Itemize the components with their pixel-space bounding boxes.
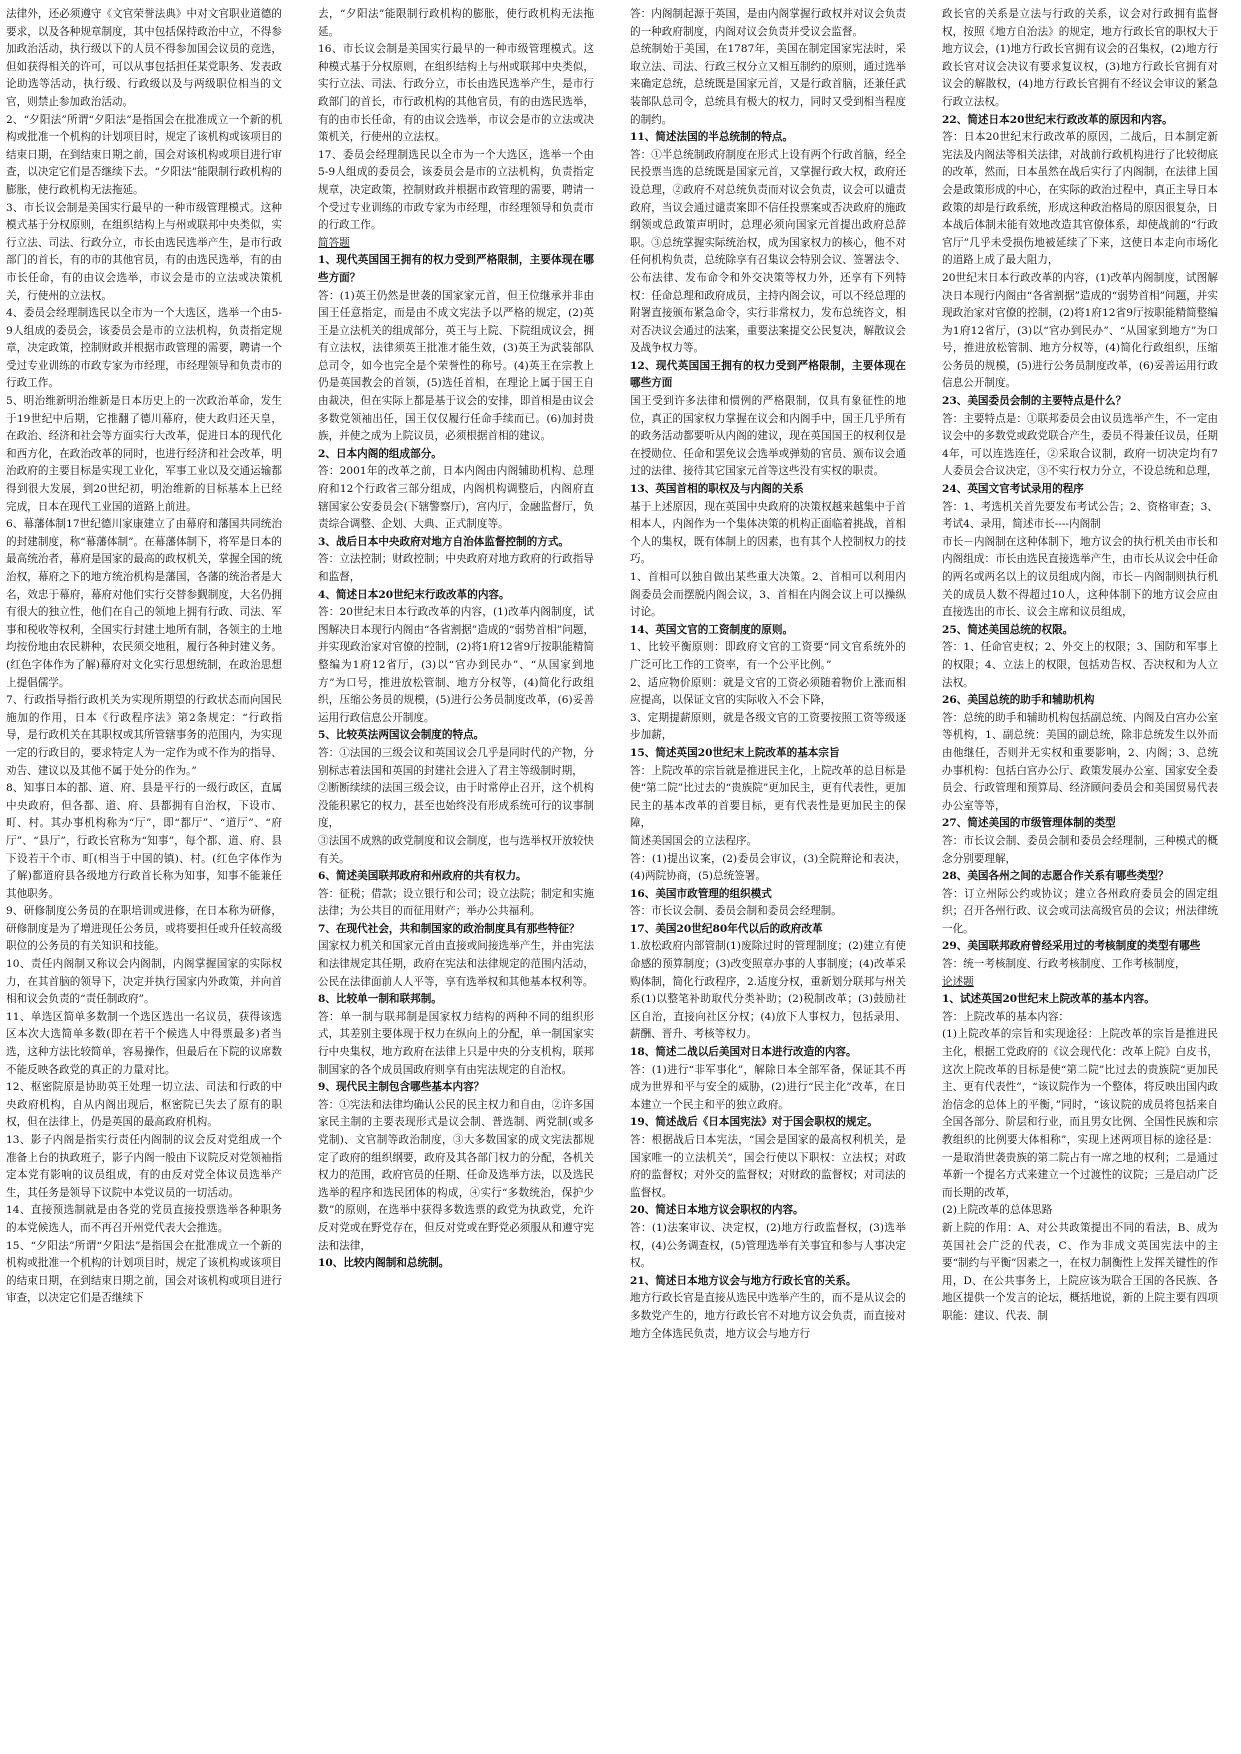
answer-paragraph: ②断断续续的法国三级会议，由于时常停止召开，这个机构没能积累它的权力，甚至也始终没有形成系统可行的议事制度， bbox=[318, 782, 594, 830]
question-heading: 18、简述二战以后美国对日本进行改造的内容。 bbox=[630, 1046, 857, 1059]
question-heading: 3、战后日本中央政府对地方自治体监督控制的方式。 bbox=[318, 535, 570, 548]
question-heading: 1、现代英国国王拥有的权力受到严格限制，主要体现在哪些方面？ bbox=[318, 254, 594, 284]
answer-paragraph: 总统制始于美国，在1787年，美国在制定国家宪法时，采取立法、司法、行政三权分立又相互制约的原则，通过选举来确定总统，总统既是国家元首，又是行政首脑，还兼任武装部队总司令，总统具有极大的权力，同时又受到相当程度的制约。 bbox=[630, 43, 906, 126]
answer-paragraph: 去，“夕阳法”能限制行政机构的膨胀，使行政机构无法拖延。 bbox=[318, 8, 594, 38]
answer-paragraph: 答：①法国的三级会议和英国议会几乎是同时代的产物，分别标志着法国和英国的封建社会进入了君主等级制时期， bbox=[318, 746, 594, 777]
question-heading: 22、简述日本20世纪末行政改革的原因和内容。 bbox=[942, 113, 1173, 126]
answer-paragraph: 法律外，还必须遵守《文官荣誉法典》中对文官职业道德的要求，以及各种规章制度，其中包括保持政治中立，不得参加政治活动，执行级以下的人员不得参加国会议员的竞选，但如获得相关的许可，可以从事包括担任某党职务、发表政论助选等活动，执行级、行政级以及与两级职位相当的文官，则禁止参加政治活动。 bbox=[6, 8, 282, 108]
answer-paragraph: 2、“夕阳法”所谓“夕阳法”是指国会在批准成立一个新的机构或批准一个机构的计划项目时，规定了该机构或该项目的结束日期，在到结束日期之前，国会对该机构或项目进行审查，以决定它们是否继续下去。“夕阳法”能限制行政机构的膨胀，使行政机构无法拖延。 bbox=[6, 113, 282, 196]
answer-paragraph: 答：根据战后日本宪法，“国会是国家的最高权利机关，是国家唯一的立法机关”，国会行使以下职权：立法权；对政府的监督权；对外交的监督权；对财政的监督权；对司法的监督权。 bbox=[630, 1134, 906, 1199]
answer-paragraph: 1、比较平衡原则：即政府文官的工资要“同文官系统外的广泛可比工作的工资率，有一个公平比例。” bbox=[630, 641, 906, 671]
answer-paragraph: 9、研修制度公务员的在职培训或进修，在日本称为研修，研修制度是为了增进现任公务员，或将要担任或升任较高级职位的公务员的有关知识和技能。 bbox=[6, 905, 282, 953]
answer-paragraph: 政长官的关系是立法与行政的关系，议会对行政拥有监督权，按照《地方自治法》的规定，地方行政长官的职权大于地方议会，(1)地方行政长官拥有议会的召集权，(2)地方行政长官对议会决议有要求复议权，(3)地方行政长官拥有对议会的解散权，(4)地方行政长官拥有不经议会审议的紧急行政立法权。 bbox=[942, 8, 1218, 108]
answer-paragraph: ③法国不成熟的政党制度和议会制度，也与选举权开放较快有关。 bbox=[318, 834, 594, 865]
question-heading: 6、简述美国联邦政府和州政府的共有权力。 bbox=[318, 870, 527, 883]
question-heading: 9、现代民主制包含哪些基本内容？ bbox=[318, 1081, 485, 1094]
answer-paragraph: 15、“夕阳法”所谓“夕阳法”是指国会在批准成立一个新的机构或批准一个机构的计划项目时，规定了该机构或该项目的结束日期，在到结束日期之前，国会对该机构或项目进行审查，以决定它们是否继续下 bbox=[6, 1239, 282, 1305]
answer-paragraph: 答：市长议会制、委员会制和委员会经理制，三种模式的概念分别要理解， bbox=[942, 834, 1218, 865]
answer-paragraph: 20世纪末日本行政改革的内容，(1)改革内阁制度，试图解决日本现行内阁由“各省割据”造成的“弱势首相”问题，并实现政治家对官僚的控制，(2)将1府12省9厅按职能精简整编为1府12省厅，(3)以“官办到民办”、“从国家到地方”为口号，推进放松管制、地方分权等，(4)简化行政组织，压缩公务员的规模，(5)进行公务员制度改革，(6)妥善运用行政信息公开制度。 bbox=[942, 271, 1218, 390]
answer-paragraph: 11、单选区简单多数制一个选区选出一名议员，获得该选区本次大选简单多数(即在若干个候选人中得票最多)者当选，这种方法比较简单，容易操作，但最后在下院的议席数不能反映各政党的真正的力量对比。 bbox=[6, 1010, 282, 1076]
answer-paragraph: 简述美国国会的立法程序。 bbox=[630, 834, 758, 847]
answer-paragraph: 3、定期提薪原则，就是各级文官的工资要按照工资等级逐步加薪， bbox=[630, 711, 906, 742]
answer-paragraph: 答：主要特点是：①联邦委员会由议员选举产生，不一定由议会中的多数党或政党联合产生，委员不得兼任议员，任期4年，可以连选连任，②采取合议制，政府一切决定均有7人委员会合议决定，③不实行权力分立，不设总统和总理， bbox=[942, 412, 1218, 478]
question-heading: 16、美国市政管理的组织模式 bbox=[630, 887, 772, 900]
answer-paragraph: 2、适应物价原则：就是文官的工资必须随着物价上涨而相应提高，以保证文官的实际收入不会下降， bbox=[630, 676, 906, 707]
answer-paragraph: 答：立法控制；财政控制；中央政府对地方政府的行政指导和监督， bbox=[318, 553, 594, 583]
answer-paragraph: 答：市长议会制、委员会制和委员会经理制。 bbox=[630, 905, 842, 918]
answer-paragraph: 答：①宪法和法律均确认公民的民主权力和自由，②许多国家民主制的主要表现形式是议会制、普选制、两党制(或多党制)、文官制等政治制度，③大多数国家的成文宪法都规定了政府的组织纲要，政府及其各部门权力的分配，各机关权力的范围，政府官员的任期、任命及选举方法，以及选民选举的程序和选民团体的构成，④实行“多数统治，保护少数”的原则，在选举中获得多数选票的政党为执政党，允许反对党或在野党存在，但反对党或在野党必须服从和遵守宪法和法律， bbox=[318, 1098, 594, 1252]
answer-paragraph: (2)上院改革的总体思路 bbox=[942, 1204, 1053, 1217]
answer-paragraph: 3、市长议会制是美国实行最早的一种市级管理模式。这种模式基于分权原则，在组织结构上与州或联邦中央类似，实行立法、司法、行政分立，市长由选民选举产生，是市行政部门的首长，有的市的其他官员，有的由选民选举，有的由市长任命，有的由议会选举，市议会是市的立法或决策机关，行使州的立法权。 bbox=[6, 201, 282, 302]
answer-paragraph: 答：20世纪末日本行政改革的内容，(1)改革内阁制度，试图解决日本现行内阁由“各省割据”造成的“弱势首相”问题，并实现政治家对官僚的控制，(2)将1府12省9厅按职能精简整编为1府12省厅，(3)以“官办到民办”、“从国家到地方”为口号，推进放松管制、地方分权等，(4)简化行政组织，压缩公务员的规模，(5)进行公务员制度改革，(6)妥善运用行政信息公开制度。 bbox=[318, 606, 594, 724]
answer-paragraph: 基于上述原因，现在英国中央政府的决策权越来越集中于首相本人，内阁作为一个集体决策的机构正面临着挑战，首相个人的集权，既有体制上的因素，也有其个人控制权力的技巧。 bbox=[630, 500, 906, 566]
answer-paragraph: 答：单一制与联邦制是国家权力结构的两种不同的组织形式，其差别主要体现于权力在纵向上的分配，单一制国家实行中央集权，地方政府在法律上只是中央的分支机构，联邦制国家的各个成员国政府则享有由宪法规定的自治权。 bbox=[318, 1010, 594, 1076]
question-heading: 13、英国首相的职权及与内阁的关系 bbox=[630, 483, 804, 496]
answer-paragraph: 答：(1)提出议案，(2)委员会审议，(3)全院辩论和表决，(4)两院协商，(5)总统签署。 bbox=[630, 852, 906, 883]
answer-paragraph: 答：2001年的改革之前，日本内阁由内阁辅助机构、总理府和12个行政省三部分组成，内阁机构调整后，内阁府直辖国家公安委员会(下辖警察厅)，宫内厅，金融监督厅，负责综合调整、企划、大典、正式制度等。 bbox=[318, 465, 594, 531]
question-heading: 8、比较单一制和联邦制。 bbox=[318, 993, 442, 1006]
question-heading: 5、比较英法两国议会制度的特点。 bbox=[318, 729, 485, 742]
answer-paragraph: 答：1、任命官吏权；2、外交上的权限；3、国防和军事上的权限；4、立法上的权限，包括劝告权、否决权和为人立法权。 bbox=[942, 641, 1218, 689]
column-4 bbox=[942, 6, 1218, 1748]
answer-paragraph: 答：内阁制起源于英国，是由内阁掌握行政权并对议会负责的一种政府制度，内阁对议会负责并受议会监督。 bbox=[630, 8, 906, 38]
question-heading: 17、美国20世纪80年代以后的政府改革 bbox=[630, 922, 823, 935]
answer-paragraph: 国家权力机关和国家元首由直接或间接选举产生，并由宪法和法律规定其任期，政府在宪法和法律规定的范围内活动，公民在法律面前人人平等，享有选举权和其他基本权利等。 bbox=[318, 940, 594, 988]
question-heading: 29、美国联邦政府曾经采用过的考核制度的类型有哪些 bbox=[942, 940, 1201, 953]
question-heading: 27、简述美国的市级管理体制的类型 bbox=[942, 817, 1116, 830]
answer-paragraph: 答：订立州际公约或协议；建立各州政府委员会的固定组织；召开各州行政、议会或司法高级官员的会议；州法律统一化。 bbox=[942, 887, 1218, 935]
answer-paragraph: 答：1、考选机关首先要发布考试公告；2、资格审查；3、考试4、录用，简述市长----内阁制 bbox=[942, 500, 1218, 531]
answer-paragraph: 答：总统的助手和辅助机构包括副总统、内阁及白宫办公室等机构，1、副总统：美国的副总统，除非总统发生以外而由他继任，否则并无实权和重要影响，2、内阁；3、总统办事机构：包括白宫办公厅、政策发展办公室、国家安全委员会、行政管理和预算局、经济顾问委员会和美国贸易代表办公室等等， bbox=[942, 711, 1218, 812]
answer-paragraph: 新上院的作用：A、对公共政策提出不同的看法，B、成为英国社会广泛的代表，C、作为非成文英国宪法中的主要“制约与平衡”因素之一，在权力制衡性上发挥关键性的作用，D、在公共事务上，上院应该为联合王国的各民族、各地区提供一个发言的论坛，概括地说，新的上院主要有四项职能：建议、代表、制 bbox=[942, 1221, 1218, 1322]
question-heading: 7、在现代社会，共和制国家的政治制度具有那些特征？ bbox=[318, 922, 580, 935]
question-heading: 23、美国委员会制的主要特点是什么？ bbox=[942, 395, 1127, 408]
answer-paragraph: 12、枢密院原是协助英王处理一切立法、司法和行政的中央政府机构，自从内阁出现后，枢密院已失去了原有的职权，但在法律上，仍是英国的最高政府机构。 bbox=[6, 1081, 282, 1129]
answer-paragraph: (1)上院改革的宗旨和实现途径：上院改革的宗旨是推进民主化，根据工党政府的《议会现代化：改革上院》白皮书，这次上院改革的目标是使“第二院”比过去的贵族院“更加民主、更有代表性”，“该议院作为一个整体，将反映出国内政治信念的总体上的平衡，”同时，“该议院的成员将包括来自全国各部分、阶层和行业，而且男女比例、全国性民族和宗教组织的比例要大体相称”，实现上述两项目标的途径是：一是取消世袭贵族的第二院占有一席之地的权利；二是通过革新一个提名方式来建立一个过渡性的议院；三是启动广泛而长期的改革， bbox=[942, 1028, 1218, 1199]
question-heading: 21、简述日本地方议会与地方行政长官的关系。 bbox=[630, 1274, 857, 1287]
answer-paragraph: 国王受到许多法律和惯例的严格限制，仅具有象征性的地位，真正的国家权力掌握在议会和内阁手中，国王几乎所有的政务活动都要听从内阁的建议，现在英国国王的权利仅是在授勋位、任命和罢免议会选举或弹劾的官员、颁布议会通过的法律、接待其它国家元首等这些没有实权的职责。 bbox=[630, 395, 906, 478]
answer-paragraph: 1.放松政府内部管制(1)废除过时的管理制度；(2)建立有使命感的预算制度；(3)改变照章办事的人事制度；(4)改革采购体制，简化行政程序，2.适度分权，重新划分联邦与州关系(1)以整笔补助取代分类补助；(2)税制改革；(3)鼓励社区自治，直接向社区分权；(4)放下人事权力，包括录用、薪酬、晋升、考核等权力。 bbox=[630, 940, 906, 1041]
question-heading: 2、日本内阁的组成部分。 bbox=[318, 447, 442, 460]
question-heading: 14、英国文官的工资制度的原则。 bbox=[630, 623, 794, 636]
column-2 bbox=[318, 6, 594, 1748]
question-heading: 15、简述英国20世纪末上院改革的基本宗旨 bbox=[630, 746, 840, 759]
answer-paragraph: 13、影子内阁是指实行责任内阁制的议会反对党组成一个准备上台的执政班子，影子内阁一般由下议院反对党领袖指定本党有影响的议员组成，有的由反对党全体议员选举产生，其任务是领导下议院中本党议员的一切活动。 bbox=[6, 1134, 282, 1199]
column-3 bbox=[630, 6, 906, 1748]
answer-paragraph: 市长－内阁制在这种体制下，地方议会的执行机关由市长和内阁组成：市长由选民直接选举产生，由市长从议会中任命的两名或两名以上的议员组成内阁，市长－内阁制则执行机关的成员人数不得超过10人，这种体制下的地方议会应由直接选出的市长、议会主席和议员组成， bbox=[942, 535, 1218, 619]
answer-paragraph: 8、知事日本的都、道、府、县是平行的一级行政区，直属中央政府，但各都、道、府、县都拥有自治权，下设市、町、村。其办事机构称为“厅”，即“都厅”、“道厅”、“府厅”、“县厅”，行政长官称为“知事”，每个都、道、府、县下设若干个市、町(相当于中国的镇)、村。(红色字体作为了解)都道府县各级地方行政首长称为知事，知事不能兼任其他职务。 bbox=[6, 782, 282, 900]
answer-paragraph: 17、委员会经理制选民以全市为一个大选区，选举一个由5-9人组成的委员会，该委员会是市的立法机构，负责指定规章，决定政策，控制财政并根据市政管理的需要，聘请一个受过专业训练的市政专家为市经理，市经理领导和负责市的行政工作。 bbox=[318, 148, 594, 232]
column-1 bbox=[6, 6, 282, 1748]
answer-paragraph: 1、首相可以独自做出某些重大决策。2、首相可以利用内阁委员会而摆脱内阁会议，3、首相在内阁会议上可以操纵讨论。 bbox=[630, 571, 906, 619]
answer-paragraph: 答：(1)进行“非军事化”，解除日本全部军备，保证其不再成为世界和平与安全的威胁，(2)进行“民主化”改革，在日本建立一个民主和平的独立政府。 bbox=[630, 1063, 906, 1111]
section-heading: 简答题 bbox=[318, 236, 350, 249]
question-heading: 19、简述战后《日本国宪法》对于国会职权的规定。 bbox=[630, 1116, 878, 1129]
question-heading: 26、美国总统的助手和辅助机构 bbox=[942, 694, 1095, 707]
question-heading: 28、美国各州之间的志愿合作关系有哪些类型？ bbox=[942, 870, 1169, 883]
section-heading: 论述题 bbox=[942, 975, 974, 988]
answer-paragraph: 6、幕藩体制17世纪德川家康建立了由幕府和藩国共同统治的封建制度，称“幕藩体制”。在幕藩体制下，将军是日本的最高统治者，幕府是国家的最高的政权机关，掌握全国的统治权，幕府之下的地方统治机构是藩国，各藩的统治者是大名，效忠于幕府，幕府对他们实行交替参觐制度，大名仍拥有很大的独立性，他们在自己的领地上拥有行政、司法、军事和税收等权利，全国实行封建土地所有制，各领主的土地均按份地由农民耕种，农民须交地租，履行各种封建义务。(红色字体作为了解)幕府对文化实行思想统制，在政治思想上提倡儒学。 bbox=[6, 518, 282, 689]
question-heading: 12、现代英国国王拥有的权力受到严格限制，主要体现在哪些方面 bbox=[630, 359, 906, 390]
answer-paragraph: 答：(1)英王仍然是世袭的国家家元首，但王位继承并非由国王任意指定，而是由不成文宪法予以严格的规定，(2)英王是立法机关的组成部分，英王与上院、下院组成议会，拥有立法权，法律须英王批准才能生效，(3)英王为武装部队总司令，如今也完全是个荣誉性的称号。(4)英王在宗教上仍是英国教会的首领，(5)选任首相，在理论上属于国王自由裁决，但在实际上都是基于议会的安排，即首相是由议会多数党领袖出任，国王仅仅履行任命手续而已。(6)加封贵族，并使之成为上院议员，必须根据首相的建议。 bbox=[318, 289, 594, 443]
question-heading: 10、比较内阁制和总统制。 bbox=[318, 1257, 450, 1270]
answer-paragraph: 答：(1)法案审议、决定权，(2)地方行政监督权，(3)选举权，(4)公务调查权，(5)管理选举有关事宜和参与人事决定权。 bbox=[630, 1221, 906, 1270]
question-heading: 11、简述法国的半总统制的特点。 bbox=[630, 131, 794, 144]
question-heading: 1、试述英国20世纪末上院改革的基本内容。 bbox=[942, 993, 1155, 1006]
answer-paragraph: 答：日本20世纪末行政改革的原因，二战后，日本制定新宪法及内阁法等相关法律，对战前行政机构进行了比较彻底的改革，然而，日本虽然在战后实行了内阁制，在法律上国会是政策形成的中心，在实际的政治过程中，真正主导日本政策的却是行政系统，形成这种政治格局的原因很复杂，日本战后体制未能有效地改造其官僚体系，却使战前的“行政官厅”几乎未受损伤地被延续了下来，这使日本走向市场化的道路上成了最大阻力， bbox=[942, 131, 1218, 267]
question-heading: 4、简述日本20世纪末行政改革的内容。 bbox=[318, 588, 510, 601]
question-heading: 20、简述日本地方议会职权的内容。 bbox=[630, 1204, 804, 1217]
answer-paragraph: 地方行政长官是直接从选民中选举产生的，而不是从议会的多数党产生的，地方行政长官不对地方议会负责，而直接对地方全体选民负责，地方议会与地方行 bbox=[630, 1292, 906, 1340]
answer-paragraph: 10、责任内阁制又称议会内阁制，内阁掌握国家的实际权力，在其首脑的领导下，决定并执行国家内外政策，并向首相和议会负责的“责任制政府”。 bbox=[6, 958, 282, 1006]
answer-paragraph: 16、市长议会制是美国实行最早的一种市级管理模式。这种模式基于分权原则，在组织结构上与州或联邦中央类似，实行立法、司法、行政分立，市长由选民选举产生，是市行政部门的首长，市行政机构的其他官员，有的由选民选举，有的由市长任命，有的由议会选举，市议会是市的立法或决策机关，行使州的立法权。 bbox=[318, 43, 594, 144]
question-heading: 24、英国文官考试录用的程序 bbox=[942, 483, 1084, 496]
answer-paragraph: 4、委员会经理制选民以全市为一个大选区，选举一个由5-9人组成的委员会，该委员会是市的立法机构，负责指定规章，决定政策，控制财政并根据市政管理的需要，聘请一个受过专业训练的市政专家为市经理，市经理领导和负责市的行政工作。 bbox=[6, 307, 282, 390]
answer-paragraph: 答：上院改革的基本内容： bbox=[942, 1010, 1070, 1023]
answer-paragraph: 答：①半总统制政府制度在形式上设有两个行政首脑，经全民投票当选的总统既是国家元首，又掌握行政大权，政府还设总理，②政府不对总统负责而对议会负责，议会可以谴责政府，当议会通过谴责案即不信任投票案或否决政府的施政纲领或总政策声明时，总理必须向国家元首提出政府总辞职。③总统掌握实际统治权，成为国家权力的核心，他不对任何机构负责，总统除享有召集议会特别会议、签署法令、公布法律、发布命令和外交决策等权力外，还享有下列特权：任命总理和政府成员，主持内阁会议，可以不经总理的附署直接颁布紧急命令，实行非常权力，发布总统咨文，相对否决议会通过的法案，重要法案提交公民复决，解散议会及战争权力等。 bbox=[630, 148, 906, 355]
answer-paragraph: 答：征税；借款；设立银行和公司；设立法院；制定和实施法律；为公共目的而征用财产；举办公共福利。 bbox=[318, 887, 594, 918]
question-heading: 25、简述美国总统的权限。 bbox=[942, 623, 1074, 636]
answer-paragraph: 答：统一考核制度、行政考核制度、工作考核制度， bbox=[942, 958, 1186, 971]
answer-paragraph: 7、行政指导指行政机关为实现所期望的行政状态而向国民施加的作用，日本《行政程序法》第2条规定：“行政指导，是行政机关在其职权或其所管辖事务的范围内，为实现一定的行政目的，要求特定人为一定作为或不作为的指导、劝告、建议以及其他不属于处分的作为。” bbox=[6, 694, 282, 777]
answer-paragraph: 5、明治维新明治维新是日本历史上的一次政治革命，发生于19世纪中后期，它推翻了德川幕府，使大政归还天皇，在政治、经济和社会等方面实行大改革，促进日本的现代化和西方化，在政治改革的同时，也进行经济和社会改革，明治政府的主要目标是实现工业化，军事工业以及交通运输都得到很大发展，到20世纪初，明治维新的目标基本上已经完成，日本在现代工业国的道路上前进。 bbox=[6, 395, 282, 513]
answer-paragraph: 14、直接预选制就是由各党的党员直接投票选举各种职务的本党候选人，而不再召开州党代表大会推选。 bbox=[6, 1204, 282, 1234]
answer-paragraph: 答：上院改革的宗旨就是推进民主化，上院改革的总目标是使“第二院”比过去的“贵族院”更加民主，更有代表性，更加民主的基本改革的首要目标，更有代表性是更加民主的保障， bbox=[630, 764, 906, 830]
